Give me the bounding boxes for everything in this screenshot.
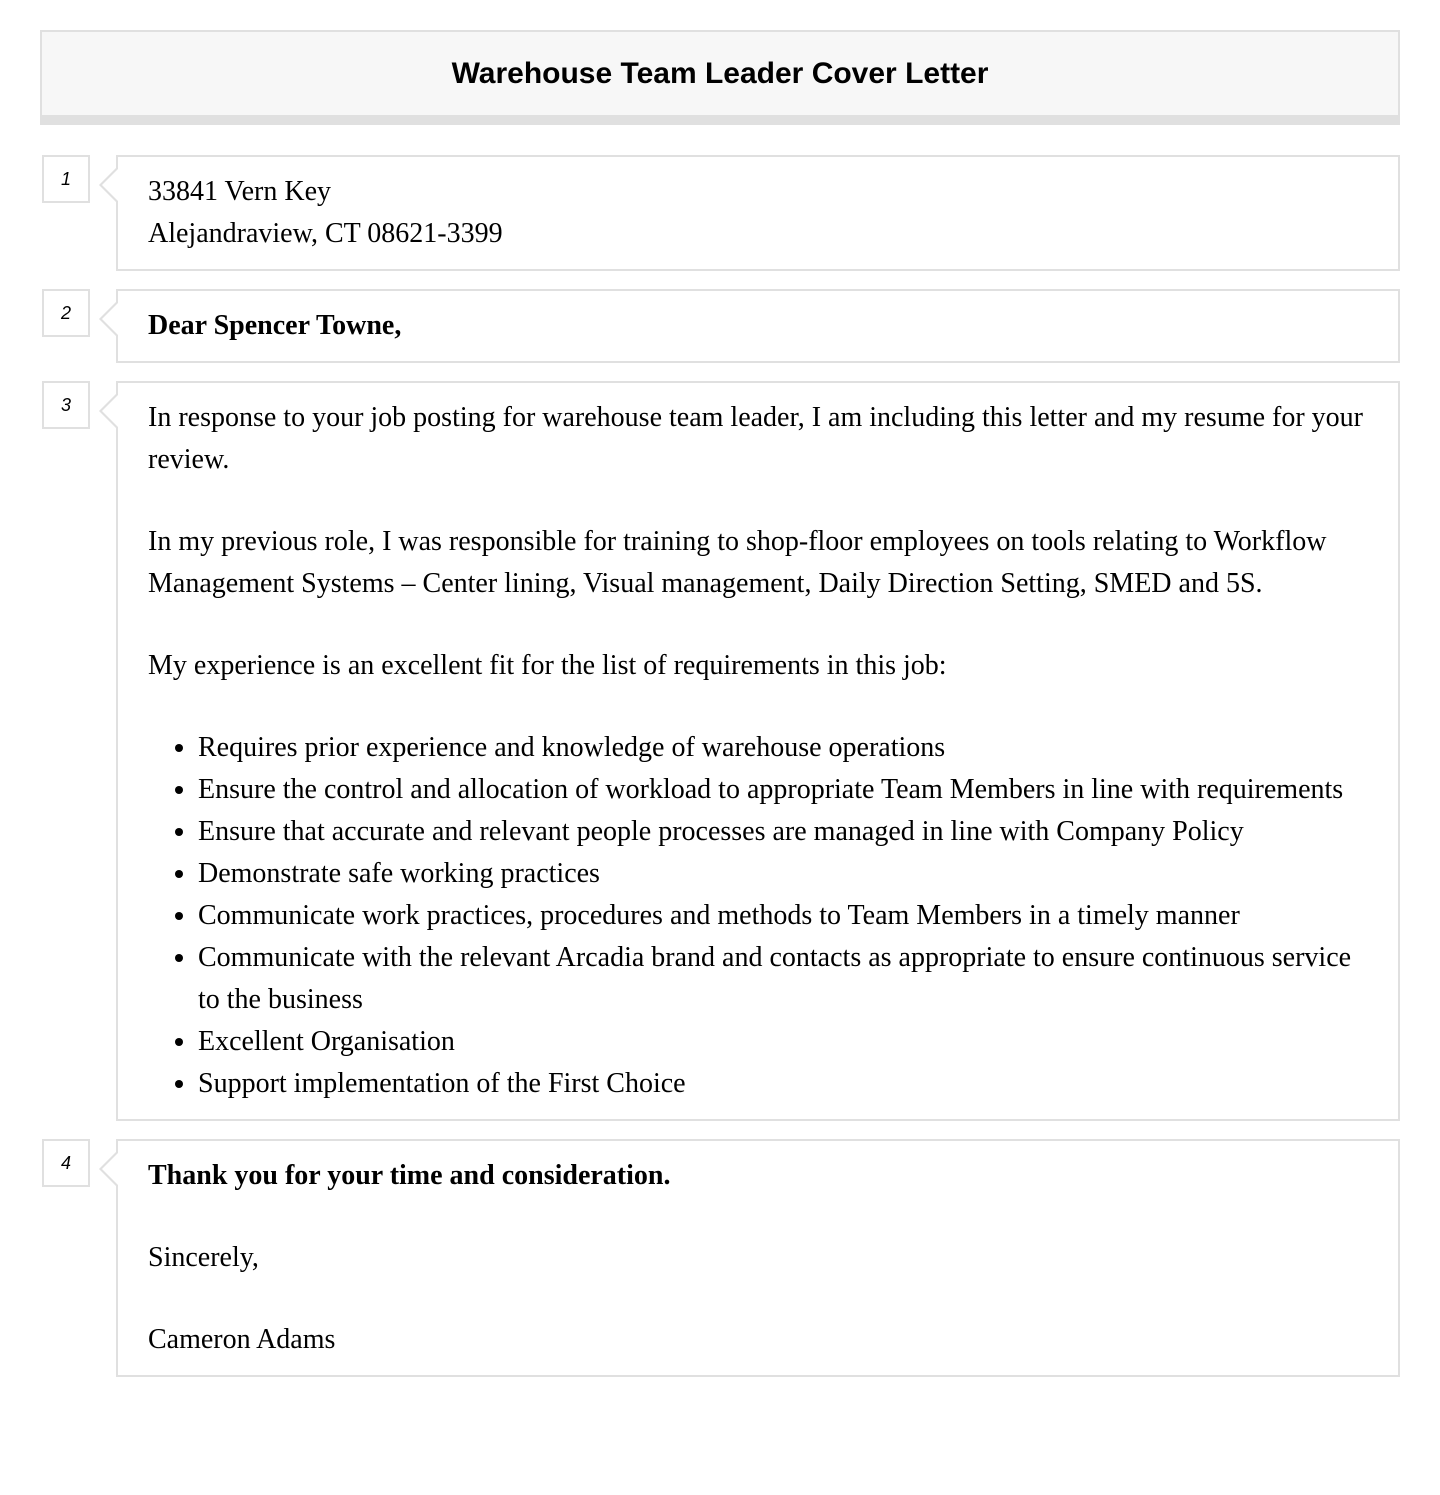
section-number: 4 — [42, 1139, 90, 1187]
list-item: • Excellent Organisation — [198, 1021, 1368, 1063]
list-item: • Support implementation of the First Choice — [198, 1063, 1368, 1105]
section-body — [40, 381, 1400, 1121]
list-item: • Requires prior experience and knowledge of warehouse operations — [198, 727, 1368, 769]
body-paragraph: My experience is an excellent fit for the list of requirements in this job: — [148, 650, 947, 681]
section-number: 2 — [42, 289, 90, 337]
greeting: Dear Spencer Towne, — [148, 310, 402, 341]
page-header — [40, 30, 1400, 125]
section-address — [40, 155, 1400, 271]
body-paragraph: In my previous role, I was responsible for training to shop-floor employees on tools relating to Workflow Management Systems – Center lining, Visual management, Daily Direction Setting, SMED and 5S. — [148, 526, 1327, 599]
list-item: • Ensure the control and allocation of workload to appropriate Team Members in line with requirements — [198, 769, 1368, 811]
page-title: Warehouse Team Leader Cover Letter — [451, 56, 989, 90]
address-block — [116, 155, 1400, 271]
closing-block — [116, 1139, 1400, 1377]
address-street: 33841 Vern Key — [148, 176, 332, 207]
list-item: • Ensure that accurate and relevant people processes are managed in line with Company Policy — [198, 811, 1368, 853]
body-paragraph: In response to your job posting for warehouse team leader, I am including this letter and my resume for your review. — [148, 402, 1363, 475]
body-block — [116, 381, 1400, 1121]
closing-line: Thank you for your time and consideration. — [148, 1160, 671, 1191]
section-number: 1 — [42, 155, 90, 203]
section-greeting — [40, 289, 1400, 363]
list-item: • Demonstrate safe working practices — [198, 853, 1368, 895]
requirements-list — [148, 727, 1368, 1105]
section-number: 3 — [42, 381, 90, 429]
address-city: Alejandraview, CT 08621-3399 — [148, 218, 503, 249]
list-item: • Communicate work practices, procedures and methods to Team Members in a timely manner — [198, 895, 1368, 937]
list-item: • Communicate with the relevant Arcadia brand and contacts as appropriate to ensure continuous service to the business — [198, 937, 1368, 1021]
signature-name: Cameron Adams — [148, 1324, 336, 1355]
signoff: Sincerely, — [148, 1242, 259, 1273]
section-closing — [40, 1139, 1400, 1377]
greeting-block — [116, 289, 1400, 363]
